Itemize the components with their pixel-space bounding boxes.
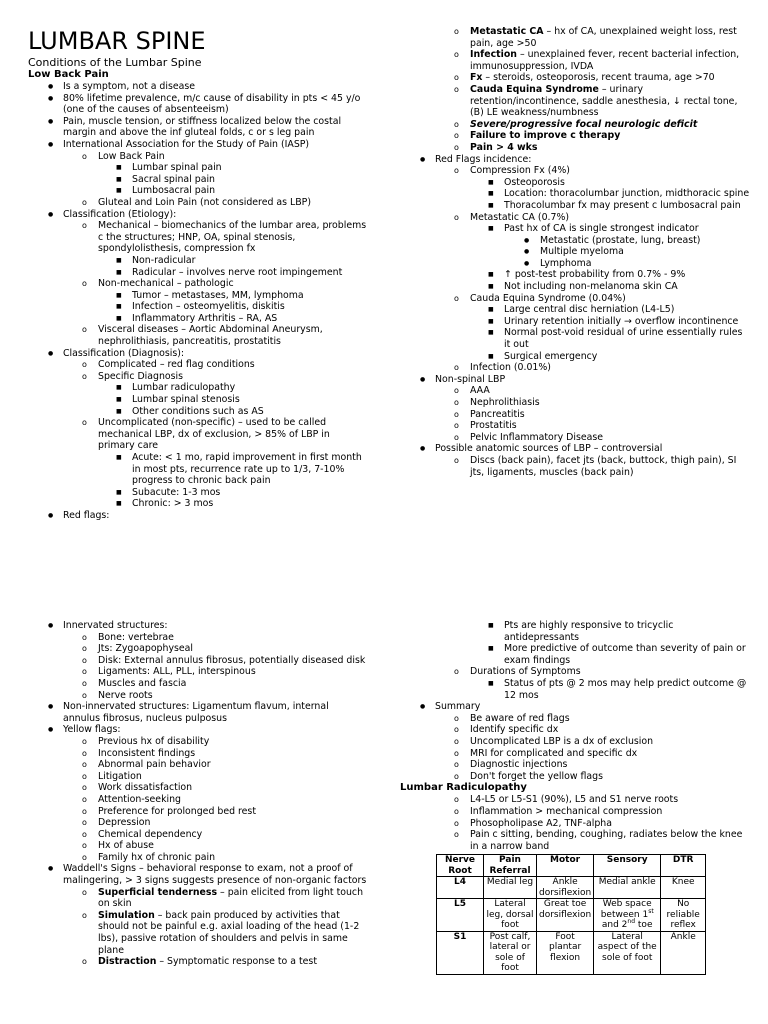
item-text: – hx of CA, unexplained weight loss, rest pain, age >50 — [470, 26, 737, 49]
list-item — [28, 759, 368, 771]
item-text: Depression — [98, 817, 151, 829]
item-text: Gluteal and Loin Pain (not considered as LBP) — [98, 196, 311, 208]
outline-list — [400, 620, 750, 782]
list-item — [400, 806, 750, 818]
list-item — [28, 209, 368, 221]
item-text: Pain c sitting, bending, coughing, radiates below the knee in a narrow band — [470, 829, 743, 852]
item-text: MRI for complicated and specific dx — [470, 747, 638, 759]
table-cell: L4 — [437, 877, 484, 899]
table-row — [437, 931, 706, 974]
item-text: Uncomplicated (non-specific) – used to be called mechanical LBP, dx of exclusion, > 85% of LBP in primary care — [98, 417, 330, 452]
item-text: – Symptomatic response to a test — [156, 956, 317, 968]
item-text: Discs (back pain), facet jts (back, buttock, thigh pain), SI jts, ligaments, muscles (back pain) — [470, 454, 737, 478]
list-item — [400, 420, 750, 432]
list-item — [28, 417, 368, 452]
list-item — [400, 130, 750, 142]
list-item — [400, 443, 750, 455]
term-label: Cauda Equina Syndrome — [470, 83, 599, 95]
table-cell: Web space between 1st and 2nd toe — [594, 899, 661, 932]
item-text: Family hx of chronic pain — [98, 851, 216, 863]
list-item — [28, 863, 368, 886]
item-text: Chronic: > 3 mos — [132, 498, 214, 510]
table-header-cell: Pain Referral — [484, 855, 537, 877]
list-item — [28, 817, 368, 829]
list-item — [400, 142, 750, 154]
table-header-row — [437, 855, 706, 877]
item-text: Not including non-melanoma skin CA — [504, 281, 678, 293]
list-item — [400, 374, 750, 386]
item-text: L4-L5 or L5-S1 (90%), L5 and S1 nerve roots — [470, 794, 679, 806]
item-text: Jts: Zygoapophyseal — [98, 643, 193, 655]
table-cell: L5 — [437, 899, 484, 932]
item-text: Abnormal pain behavior — [98, 759, 211, 771]
item-text: Nephrolithiasis — [470, 397, 540, 408]
list-item — [28, 174, 368, 186]
list-item — [28, 782, 368, 794]
list-item — [28, 81, 368, 93]
item-text: Non-radicular — [132, 254, 196, 266]
item-text: Litigation — [98, 770, 142, 782]
list-item — [400, 246, 750, 258]
item-text: Summary — [435, 701, 481, 713]
outline-list — [400, 794, 750, 852]
list-item — [28, 452, 368, 487]
item-text: Phosopholipase A2, TNF-alpha — [470, 817, 612, 829]
term-label: Distraction — [98, 956, 157, 968]
list-item — [28, 794, 368, 806]
item-text: International Association for the Study of Pain (IASP) — [63, 138, 310, 150]
list-item — [400, 829, 750, 852]
list-item — [400, 293, 750, 305]
item-text: Cauda Equina Syndrome (0.04%) — [470, 292, 626, 304]
item-text: Lumbar spinal stenosis — [132, 394, 240, 406]
list-item — [28, 301, 368, 313]
item-text: Nerve roots — [98, 689, 153, 701]
list-item — [400, 269, 750, 281]
item-text: Past hx of CA is single strongest indicator — [504, 223, 699, 235]
item-text: Uncomplicated LBP is a dx of exclusion — [470, 735, 654, 747]
term-label: Simulation — [98, 909, 155, 921]
item-text: Non-spinal LBP — [435, 373, 506, 385]
list-item — [28, 162, 368, 174]
table-cell: Medial leg — [484, 877, 537, 899]
list-item — [400, 49, 750, 72]
list-item — [400, 701, 750, 713]
list-item — [28, 655, 368, 667]
list-item — [400, 362, 750, 374]
list-item — [400, 351, 750, 363]
table-cell: S1 — [437, 931, 484, 974]
item-text: Infection – osteomyelitis, diskitis — [132, 301, 285, 313]
list-item — [400, 316, 750, 328]
item-text: Low Back Pain — [98, 150, 165, 162]
item-text: Is a symptom, not a disease — [63, 81, 196, 92]
list-item — [400, 794, 750, 806]
list-item — [28, 151, 368, 163]
list-item — [28, 313, 368, 325]
list-item — [400, 212, 750, 224]
list-item — [28, 116, 368, 139]
list-item — [28, 487, 368, 499]
list-item — [28, 371, 368, 383]
list-item — [28, 910, 368, 956]
term-label: Severe/progressive focal neurologic deficit — [470, 118, 698, 130]
column-2 — [400, 26, 750, 478]
item-text: Inflammation > mechanical compression — [470, 805, 663, 817]
table-header-cell: Nerve Root — [437, 855, 484, 877]
term-label: Pain > 4 wks — [470, 141, 538, 153]
item-text: AAA — [470, 385, 490, 397]
item-text: Red flags: — [63, 509, 110, 521]
list-item — [28, 620, 368, 632]
list-item — [400, 713, 750, 725]
list-item — [400, 397, 750, 409]
table-cell: Medial ankle — [594, 877, 661, 899]
item-text: Visceral diseases – Aortic Abdominal Aneurysm, nephrolithiasis, pancreatitis, prostatitis — [98, 324, 323, 348]
list-item — [400, 258, 750, 270]
outline-list — [400, 26, 750, 478]
table-cell: Lateral leg, dorsal foot — [484, 899, 537, 932]
list-item — [400, 72, 750, 84]
list-item — [400, 177, 750, 189]
item-text: Chemical dependency — [98, 828, 203, 840]
item-text: Acute: < 1 mo, rapid improvement in first month in most pts, recurrence rate up to 1/3, 7-10% progress to chronic back pain — [132, 452, 362, 487]
section-heading-low-back-pain: Low Back Pain — [28, 69, 109, 80]
item-text: Attention-seeking — [98, 793, 181, 805]
item-text: Disk: External annulus fibrosus, potentially diseased disk — [98, 654, 366, 666]
item-text: Don't forget the yellow flags — [470, 770, 603, 782]
list-item — [400, 678, 750, 701]
list-item — [28, 278, 368, 290]
list-item — [400, 26, 750, 49]
list-item — [28, 829, 368, 841]
item-text: Tumor – metastases, MM, lymphoma — [132, 289, 304, 301]
list-item — [28, 324, 368, 347]
item-text: Red Flags incidence: — [435, 153, 532, 165]
list-item — [28, 678, 368, 690]
item-text: Durations of Symptoms — [470, 666, 581, 678]
item-text: Identify specific dx — [470, 724, 559, 736]
list-item — [28, 643, 368, 655]
outline-list — [28, 620, 368, 968]
list-item — [400, 736, 750, 748]
table-cell: Ankle dorsiflexion — [537, 877, 594, 899]
list-item — [28, 382, 368, 394]
item-text: Complicated – red flag conditions — [98, 359, 255, 371]
list-item — [28, 666, 368, 678]
list-item — [400, 748, 750, 760]
item-text: Osteoporosis — [504, 176, 565, 188]
item-text: Metastatic (prostate, lung, breast) — [540, 234, 701, 246]
item-text: Bone: vertebrae — [98, 631, 174, 643]
item-text: Non-mechanical – pathologic — [98, 278, 234, 290]
list-item — [400, 759, 750, 771]
item-text: Status of pts @ 2 mos may help predict outcome @ 12 mos — [504, 677, 747, 701]
item-text: – steroids, osteoporosis, recent trauma, age >70 — [482, 72, 715, 84]
item-text: Sacral spinal pain — [132, 173, 215, 185]
table-cell: Lateral aspect of the sole of foot — [594, 931, 661, 974]
item-text: Prostatitis — [470, 420, 517, 432]
list-item — [400, 771, 750, 783]
item-text: Work dissatisfaction — [98, 782, 193, 794]
item-text: Specific Diagnosis — [98, 370, 184, 382]
list-item — [28, 852, 368, 864]
table-cell: Ankle — [661, 931, 706, 974]
list-item — [400, 154, 750, 166]
item-text: Pelvic Inflammatory Disease — [470, 431, 604, 443]
item-text: Lumbar radiculopathy — [132, 382, 236, 394]
item-text: Lumbar spinal pain — [132, 162, 222, 174]
list-item — [28, 185, 368, 197]
table-header-cell: Motor — [537, 855, 594, 877]
term-label: Superficial tenderness — [98, 886, 218, 898]
list-item — [28, 806, 368, 818]
list-item — [400, 119, 750, 131]
table-cell: Foot plantar flexion — [537, 931, 594, 974]
item-text: Possible anatomic sources of LBP – controversial — [435, 443, 663, 455]
table-header-cell: DTR — [661, 855, 706, 877]
table-cell: No reliable reflex — [661, 899, 706, 932]
item-text: Large central disc herniation (L4-L5) — [504, 304, 675, 316]
term-label: Metastatic CA — [470, 26, 544, 37]
list-item — [400, 643, 750, 666]
item-text: Inflammatory Arthritis – RA, AS — [132, 312, 278, 324]
page-subtitle: Conditions of the Lumbar Spine — [28, 56, 202, 69]
item-text: Other conditions such as AS — [132, 405, 264, 417]
item-text: Thoracolumbar fx may present c lumbosacral pain — [504, 199, 741, 211]
list-item — [400, 327, 750, 350]
item-text: – back pain produced by activities that should not be painful e.g. axial loading of the head (1-2 lbs), passive rotation of shoulders and pelvis in same plane — [98, 909, 360, 956]
list-item — [28, 632, 368, 644]
item-text: Muscles and fascia — [98, 677, 187, 689]
table-cell: Knee — [661, 877, 706, 899]
list-item — [28, 701, 368, 724]
item-text: Urinary retention initially → overflow incontinence — [504, 315, 739, 327]
table-row — [437, 899, 706, 932]
list-item — [28, 736, 368, 748]
list-item — [400, 620, 750, 643]
list-item — [400, 84, 750, 119]
list-item — [28, 139, 368, 151]
list-item — [400, 235, 750, 247]
item-text: Surgical emergency — [504, 350, 598, 362]
page-title: LUMBAR SPINE — [28, 27, 206, 55]
list-item — [400, 200, 750, 212]
table-row — [437, 877, 706, 899]
item-text: Metastatic CA (0.7%) — [470, 211, 570, 223]
item-text: Previous hx of disability — [98, 735, 210, 747]
list-item — [400, 165, 750, 177]
item-text: Lumbosacral pain — [132, 185, 216, 197]
term-label: Fx — [470, 72, 483, 84]
item-text: Lymphoma — [540, 257, 592, 269]
column-3 — [28, 620, 368, 968]
column-1 — [28, 26, 368, 522]
item-text: Ligaments: ALL, PLL, interspinous — [98, 666, 256, 678]
list-item — [400, 818, 750, 830]
nerve-root-table — [436, 854, 706, 975]
item-text: Non-innervated structures: Ligamentum flavum, internal annulus fibrosus, nucleus pulposus — [63, 701, 329, 724]
list-item — [28, 348, 368, 360]
table-cell: Post calf, lateral or sole of foot — [484, 931, 537, 974]
item-text: Location: thoracolumbar junction, midthoracic spine — [504, 188, 750, 200]
item-text: More predictive of outcome than severity of pain or exam findings — [504, 643, 746, 666]
list-item — [400, 281, 750, 293]
list-item — [28, 93, 368, 116]
list-item — [400, 223, 750, 235]
item-text: – pain elicited from light touch on skin — [98, 886, 364, 910]
list-item — [28, 510, 368, 522]
list-item — [400, 385, 750, 397]
item-text: 80% lifetime prevalence, m/c cause of disability in pts < 45 y/o (one of the causes of absenteeism) — [63, 92, 361, 116]
column-4 — [400, 620, 750, 975]
outline-list — [28, 81, 368, 522]
list-item — [28, 887, 368, 910]
list-item — [28, 197, 368, 209]
item-text: Compression Fx (4%) — [470, 165, 570, 177]
list-item — [400, 666, 750, 678]
item-text: Pancreatitis — [470, 408, 525, 420]
list-item — [400, 188, 750, 200]
term-label: Failure to improve c therapy — [470, 130, 621, 142]
item-text: Pts are highly responsive to tricyclic antidepressants — [504, 620, 674, 643]
item-text: Infection (0.01%) — [470, 362, 551, 374]
list-item — [400, 455, 750, 478]
term-label: Infection — [470, 49, 517, 61]
table-header-cell: Sensory — [594, 855, 661, 877]
list-item — [28, 394, 368, 406]
item-text: Diagnostic injections — [470, 759, 568, 771]
list-item — [400, 432, 750, 444]
item-text: Yellow flags: — [63, 724, 121, 736]
section-heading-lumbar-radiculopathy: Lumbar Radiculopathy — [400, 782, 527, 794]
list-item — [28, 267, 368, 279]
item-text: Innervated structures: — [63, 620, 168, 631]
item-text: – unexplained fever, recent bacterial infection, immunosuppression, IVDA — [470, 49, 740, 72]
item-text: Be aware of red flags — [470, 712, 570, 724]
table-cell: Great toe dorsiflexion — [537, 899, 594, 932]
item-text: Mechanical – biomechanics of the lumbar area, problems c the structures; HNP, OA, spinal stenosis, spondylolisthesis, compression fx — [98, 220, 367, 255]
list-item — [28, 956, 368, 968]
list-item — [400, 409, 750, 421]
item-text: Pain, muscle tension, or stiffness localized below the costal margin and above the inf gluteal folds, c or s leg pain — [63, 115, 342, 139]
list-item — [28, 220, 368, 255]
item-text: Inconsistent findings — [98, 747, 196, 759]
list-item — [28, 840, 368, 852]
list-item — [28, 255, 368, 267]
item-text: Radicular – involves nerve root impingement — [132, 266, 343, 278]
item-text: ↑ post-test probability from 0.7% - 9% — [504, 269, 686, 281]
list-item — [28, 724, 368, 736]
list-item — [28, 359, 368, 371]
list-item — [28, 290, 368, 302]
item-text: Waddell's Signs – behavioral response to exam, not a proof of malingering, > 3 signs suggests presence of non-organic factors — [63, 863, 367, 887]
item-text: Multiple myeloma — [540, 246, 624, 258]
item-text: Classification (Etiology): — [63, 208, 177, 220]
item-text: Preference for prolonged bed rest — [98, 805, 256, 817]
list-item — [28, 690, 368, 702]
list-item — [28, 771, 368, 783]
list-item — [400, 304, 750, 316]
list-item — [400, 724, 750, 736]
item-text: Normal post-void residual of urine essentially rules it out — [504, 327, 743, 351]
item-text: Hx of abuse — [98, 840, 154, 852]
list-item — [28, 748, 368, 760]
item-text: – urinary retention/incontinence, saddle anesthesia, ↓ rectal tone, (B) LE weakness/numbness — [470, 83, 738, 119]
list-item — [28, 498, 368, 510]
list-item — [28, 406, 368, 418]
item-text: Classification (Diagnosis): — [63, 347, 185, 359]
item-text: Subacute: 1-3 mos — [132, 486, 221, 498]
